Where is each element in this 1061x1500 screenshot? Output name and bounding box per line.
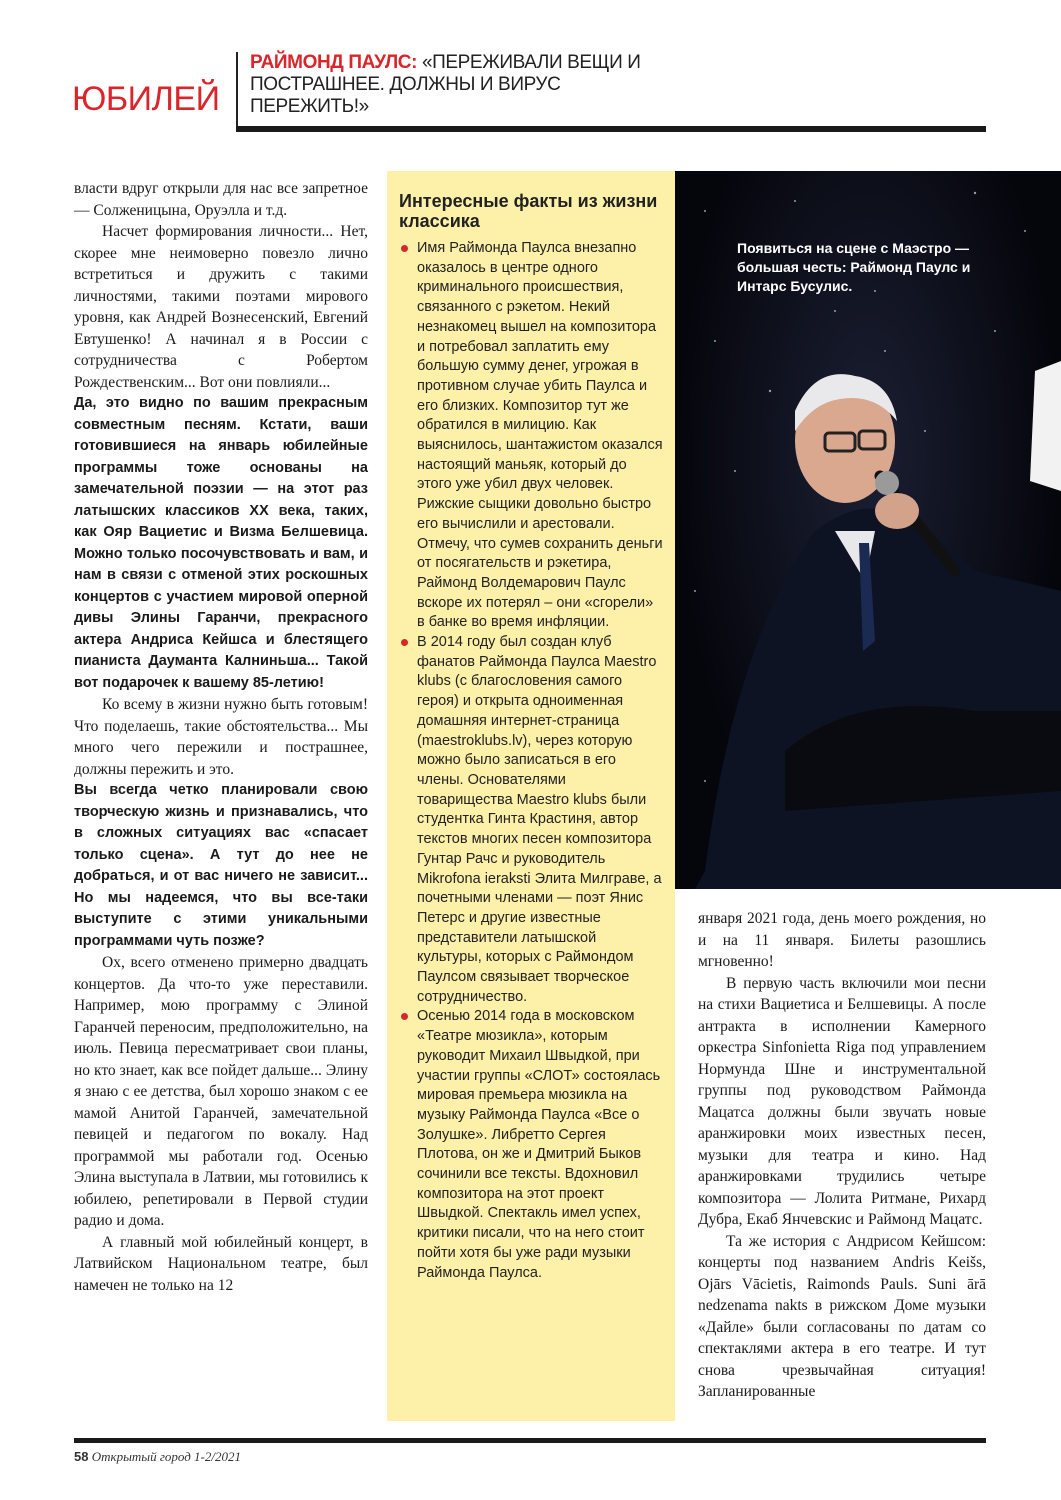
fact-text: Имя Раймонда Паулса внезапно оказалось в центре одного криминального происшествия, связанного с рэкетом. Некий незнакомец вышел на композитора и потребовал заплатить ему большую сумму денег, угрожая в противном случае убить Паулса и его близких. Композитор тут же обратился в милицию. Как выяснилось, шантажистом оказался настоящий маньяк, который до этого уже убил двух человек. Рижские сыщики довольно быстро его вычислили и арестовали. Отмечу, что сумев сохранить деньги от посягательств и рэкетира, Раймонд Волдемарович Паулс вскоре их потерял – они «сгорели» в банке во время инфляции. [417, 240, 663, 631]
fact-item [401, 239, 663, 633]
paragraph: января 2021 года, день моего рождения, но и на 11 января. Билеты разошлись мгновенно! [698, 910, 986, 970]
fact-text: В 2014 году был создан клуб фанатов Раймонда Паулса Maestro klubs (с благословения самого героя) и открыта одноименная домашняя интернет-страница (maestroklubs.lv), через которую можно было записаться в его члены. Основателями товарищества Maestro klubs были студентка Гинта Крастиня, автор текстов многих песен композитора Гунтар Рачс и руководитель Mikrofona ieraksti Элита Милграве, а почетными членами — поэт Янис Петерс и другие известные представители латышской культуры, которых с Раймондом Паулсом связывает творческое сотрудничество. [417, 634, 662, 1005]
magazine-name: Открытый город 1-2/2021 [91, 1449, 241, 1464]
paragraph: А главный мой юбилейный концерт, в Латвийском Национальном театре, был намечен не только на 12 [74, 1233, 368, 1294]
fact-item [401, 633, 663, 1007]
fact-item [401, 1007, 663, 1283]
article-title [250, 52, 650, 118]
footer-rule [74, 1438, 986, 1443]
header-rule [236, 126, 986, 132]
bullet-icon [401, 1013, 408, 1020]
article-title-name: РАЙМОНД ПАУЛС: [250, 52, 418, 73]
page-number: 58 [74, 1449, 89, 1464]
concert-photo [675, 171, 1061, 889]
section-label: ЮБИЛЕЙ [72, 80, 220, 118]
paragraph: Ох, всего отменено примерно двадцать концертов. Да что-то уже переставили. Например, мою программу с Элиной Гаранчей переносим, предположительно, на июль. Певица пересматривает свои планы, но кто знает, как все пойдет дальше... Элину я знаю с ее детства, был хорошо знаком с ее мамой Анитой Гаранчей, замечательной певицей и педагогом по вокалу. Над программой мы работали год. Осенью Элина выступала в Латвии, мы готовились к юбилею, репетировали в Первой студии радио и дома. [74, 954, 368, 1229]
interview-question: Вы всегда четко планировали свою творческую жизнь и признавались, что в сложных ситуациях вас «спасает только сцена». А тут до нее не добраться, и от вас ничего не зависит... Но мы надеемся, что вы все-таки выступите с этими уникальными программами чуть позже? [74, 782, 368, 949]
facts-title: Интересные факты из жизни классика [399, 191, 658, 231]
facts-list [387, 239, 675, 1283]
facts-sidebar [387, 171, 675, 1421]
article-title-quote: «ПЕРЕЖИВАЛИ ВЕЩИ И ПОСТРАШНЕЕ. ДОЛЖНЫ И ВИРУС ПЕРЕЖИТЬ!» [250, 52, 641, 117]
page-footer [74, 1449, 241, 1465]
interview-question: Да, это видно по вашим прекрасным совместным песням. Кстати, ваши готовившиеся на январь юбилейные программы тоже основаны на замечательной поэзии — на этот раз латышских классиков XX века, таких, как Ояр Вациетис и Визма Белшевица. Можно только посочувствовать и вам, и нам в связи с отменой этих роскошных концертов с участием мировой оперной дивы Элины Гаранчи, прекрасного актера Андриса Кейшса и блестящего пианиста Даумантa Калниньша... Такой вот подарочек к вашему 85-летию! [74, 395, 368, 691]
paragraph: Насчет формирования личности... Нет, скорее мне неимоверно повезло лично встретиться и дружить с такими личностями, такими поэтами мирового уровня, как Андрей Вознесенский, Евгений Евтушенко! А начинал я в России с сотрудничества с Робертом Рождественским... Вот они повлияли... [74, 223, 368, 391]
text-column-right [698, 908, 986, 1403]
text-column-left [74, 178, 368, 1296]
header-divider [236, 52, 238, 126]
paragraph: Ко всему в жизни нужно быть готовым! Что поделаешь, такие обстоятельства... Мы много чего пережили и пострашнее, должны пережить и это. [74, 696, 368, 778]
paragraph: В первую часть включили мои песни на стихи Вациетиса и Белшевицы. А после антракта в исполнении Камерного оркестра Sinfonietta Riga под управлением Нормунда Шне и инструментальной группы под руководством Раймонда Мацатса должны были звучать новые аранжировки моих известных песен, музыки для театра и кино. Над аранжировками трудились четыре композитора — Лолита Ритмане, Рихард Дубра, Екаб Янчевскис и Раймонд Мацатс. [698, 974, 986, 1228]
paragraph: власти вдруг открыли для нас все запретное — Солженицына, Оруэлла и т.д. [74, 180, 368, 219]
paragraph: Та же история с Андрисом Кейшсом: концерты под названием Andris Keišs, Ojārs Vācietis, Raimonds Pauls. Suni ārā nedzenama nakts в рижском Доме музыки «Дайле» были согласованы по датам со спектаклями актера в его театре. И тут снова чрезвычайная ситуация! Запланированные [698, 1232, 986, 1400]
bullet-icon [401, 245, 408, 252]
bullet-icon [401, 639, 408, 646]
photo-caption: Появиться на сцене с Маэстро — большая честь: Раймонд Паулс и Интарс Бусулис. [737, 240, 971, 294]
fact-text: Осенью 2014 года в московском «Театре мюзикла», которым руководит Михаил Швыдкой, при участии группы «СЛОТ» состоялась мировая премьера мюзикла на музыку Раймонда Паулса «Все о Золушке». Либретто Сергея Плотова, он же и Дмитрий Быков сочинили все тексты. Вдохновил композитора на этот проект Швыдкой. Спектакль имел успех, критики писали, что на него стоит пойти хотя бы уже ради музыки Раймонда Паулса. [417, 1008, 661, 1281]
